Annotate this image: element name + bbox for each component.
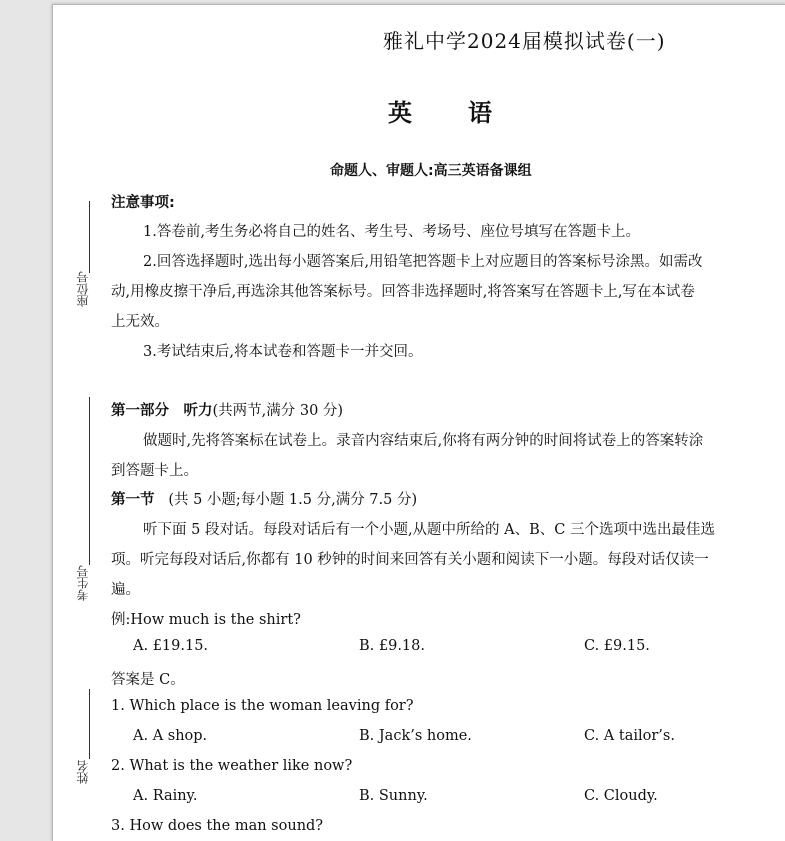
example-option-a: A. £19.15. (133, 638, 209, 654)
exam-page (52, 4, 785, 841)
binding-line-name (89, 689, 90, 759)
q1-option-a: A. A shop. (133, 728, 208, 744)
label-candidate-number: 考生号 (76, 565, 90, 601)
section1-heading (111, 488, 417, 509)
part1-heading (111, 399, 343, 420)
binding-line-candidate (89, 397, 90, 565)
q1-option-b: B. Jack’s home. (359, 728, 472, 744)
notice-heading: 注意事项: (111, 195, 175, 211)
q2-option-a: A. Rainy. (133, 788, 198, 804)
notice-item: 动,用橡皮擦干净后,再选涂其他答案标号。回答非选择题时,将答案写在答题卡上,写在本试卷 (111, 284, 695, 300)
example-option-c: C. £9.15. (584, 638, 650, 654)
section1-note: (共 5 小题;每小题 1.5 分,满分 7.5 分) (168, 492, 418, 508)
binding-line-seat (89, 201, 90, 273)
question-3: 3. How does the man sound? (111, 818, 324, 834)
label-name: 姓名 (76, 760, 90, 784)
part1-intro: 到答题卡上。 (111, 463, 198, 479)
part1-heading-label: 第一部分 听力 (111, 403, 213, 419)
example-answer: 答案是 C。 (111, 672, 185, 688)
section1-label: 第一节 (111, 492, 155, 508)
example-question: 例:How much is the shirt? (111, 612, 301, 628)
example-option-b: B. £9.18. (359, 638, 425, 654)
exam-title: 雅礼中学2024届模拟试卷(一) (383, 29, 666, 53)
question-1: 1. Which place is the woman leaving for? (111, 698, 414, 714)
notice-item: 2.回答选择题时,选出每小题答案后,用铅笔把答题卡上对应题目的答案标号涂黑。如需改 (143, 254, 703, 270)
q2-option-c: C. Cloudy. (584, 788, 658, 804)
part1-intro: 做题时,先将答案标在试卷上。录音内容结束后,你将有两分钟的时间将试卷上的答案转涂 (143, 433, 704, 449)
notice-item: 上无效。 (111, 314, 169, 330)
directions-line: 项。听完每段对话后,你都有 10 秒钟的时间来回答有关小题和阅读下一小题。每段对话仅读一 (111, 552, 709, 568)
directions-line: 听下面 5 段对话。每段对话后有一个小题,从题中所给的 A、B、C 三个选项中选出最佳选 (143, 522, 715, 538)
q2-option-b: B. Sunny. (359, 788, 428, 804)
notice-item: 3.考试结束后,将本试卷和答题卡一并交回。 (143, 344, 423, 360)
notice-item: 1.答卷前,考生务必将自己的姓名、考生号、考场号、座位号填写在答题卡上。 (143, 224, 640, 240)
label-seat-number: 座位号 (76, 271, 90, 307)
part1-heading-note: (共两节,满分 30 分) (212, 403, 344, 419)
q1-option-c: C. A tailor’s. (584, 728, 675, 744)
directions-line: 遍。 (111, 582, 140, 598)
subject-title: 英语 (388, 99, 548, 127)
author-line: 命题人、审题人:高三英语备课组 (330, 163, 532, 179)
question-2: 2. What is the weather like now? (111, 758, 353, 774)
